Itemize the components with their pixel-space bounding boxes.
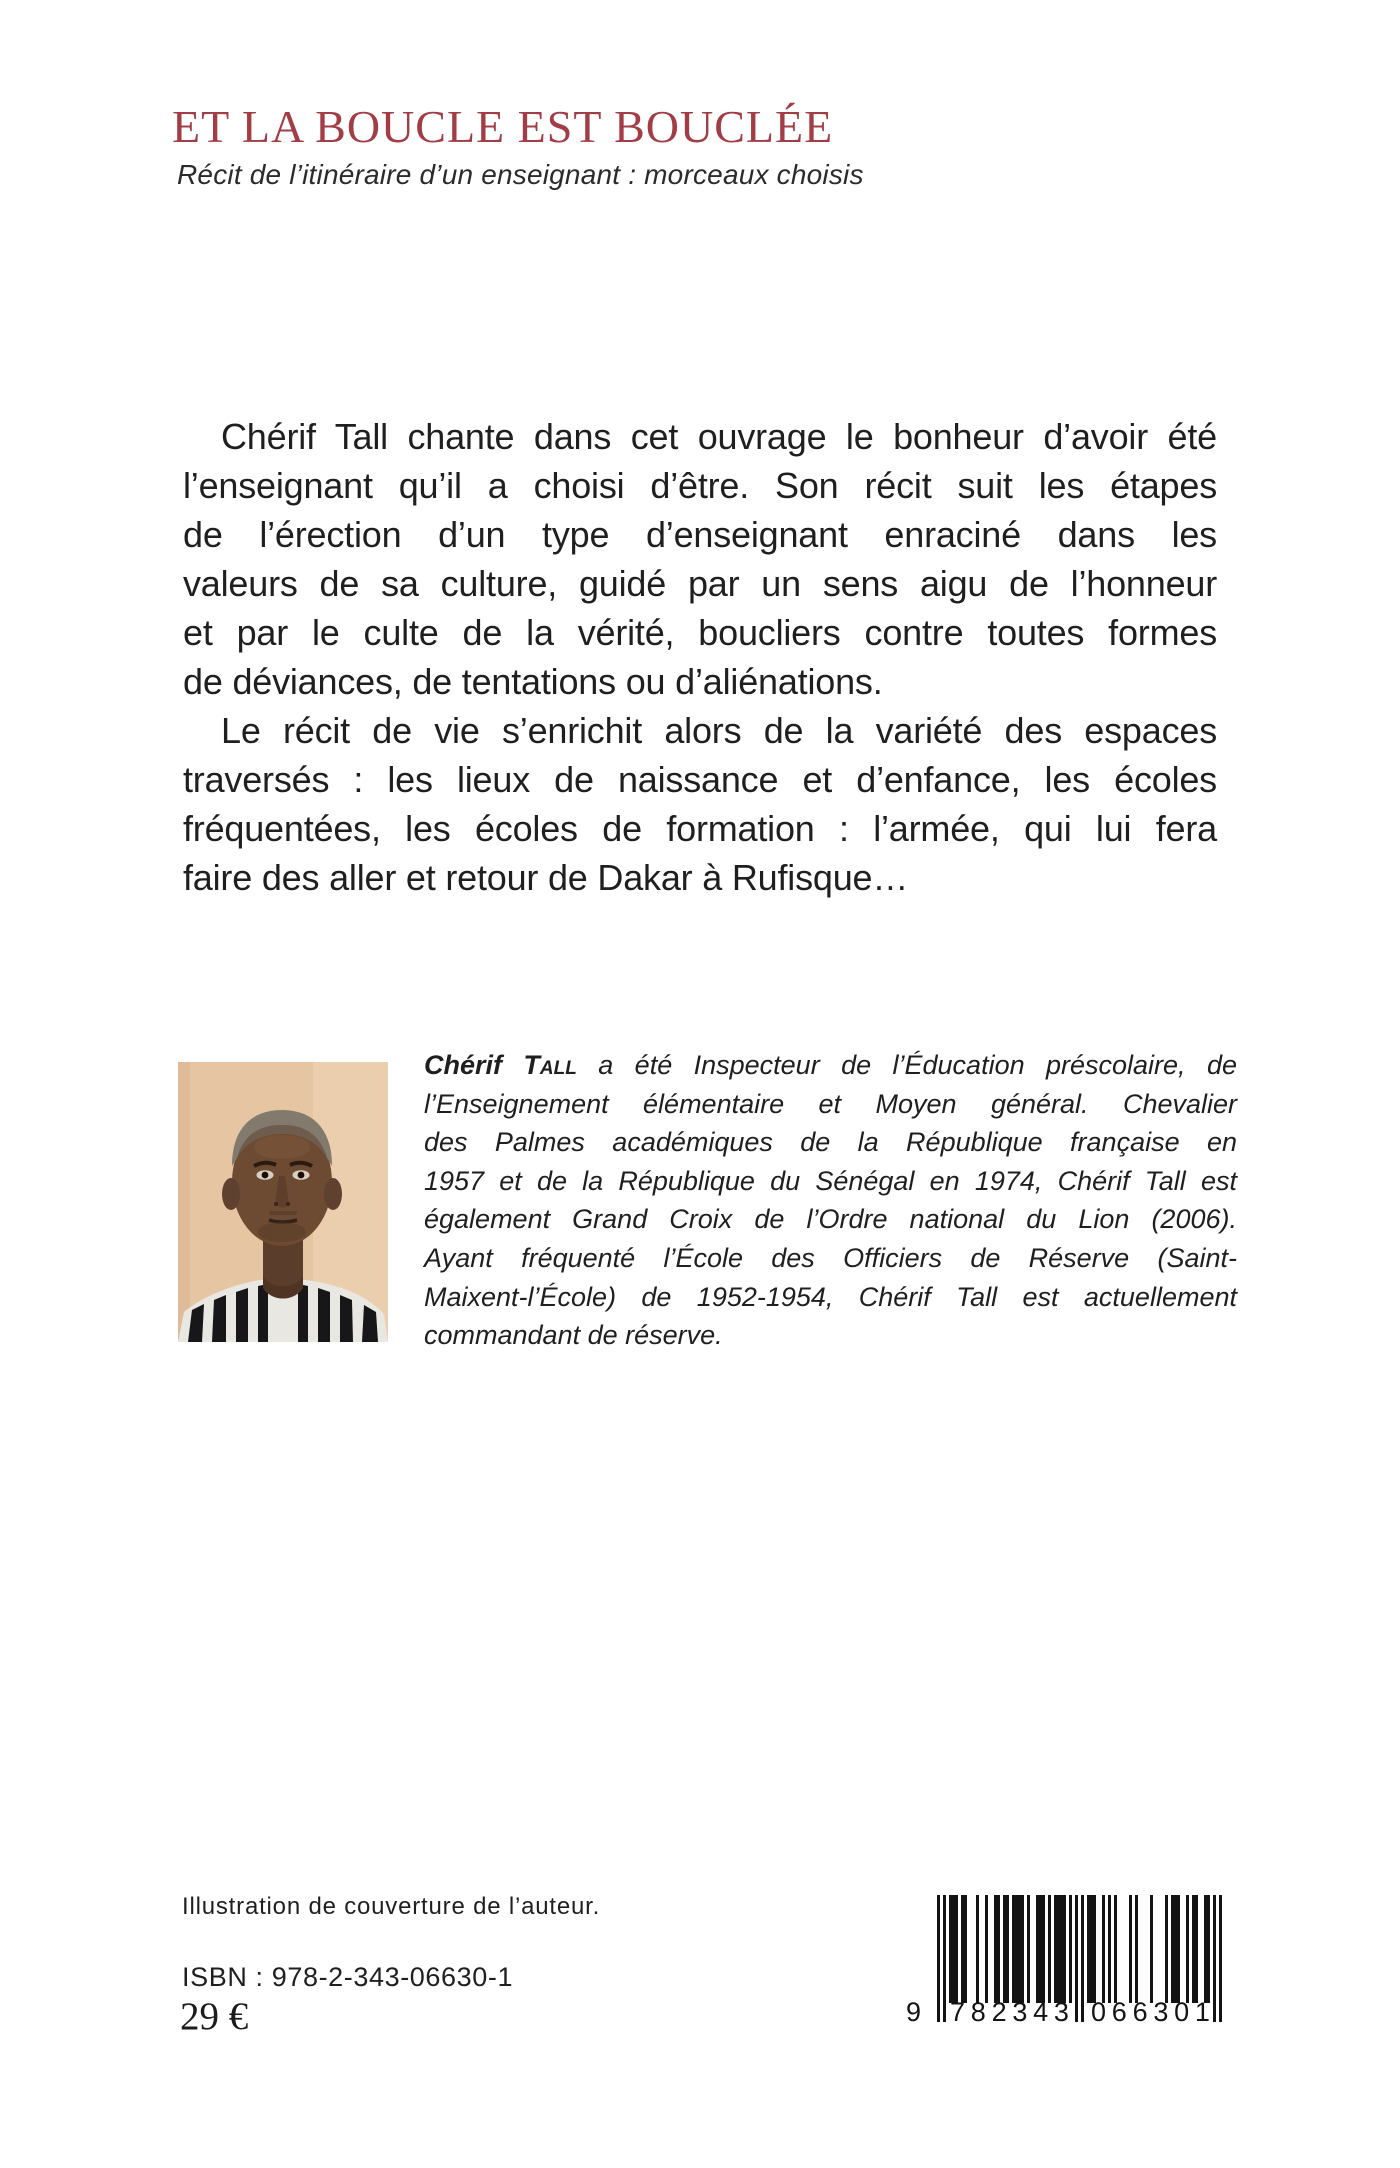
barcode-bar [976,1895,979,2003]
barcode-bar [1186,1895,1189,2003]
barcode-bar [1075,1895,1078,2022]
text-line: de déviances, de tentations ou d’aliénations. [183,661,883,702]
barcode-digit: 3 [1012,1997,1028,2027]
barcode-bar [1171,1895,1180,2003]
synopsis-paragraph-2 [183,706,1217,902]
barcode-bar [1150,1895,1153,2003]
barcode-digit: 3 [1053,1997,1069,2027]
barcode-bar [1204,1895,1210,2003]
text-line: également Grand Croix de l’Ordre national du Lion (2006). [424,1204,1237,1235]
author-surname: Tall [523,1050,577,1080]
bio-first-line [424,1046,1237,1085]
barcode-bar [1012,1895,1024,2003]
text-line: Chérif Tall chante dans cet ouvrage le bonheur d’avoir été [221,416,1217,457]
author-photo [178,1062,388,1342]
text-line: fréquentées, les écoles de formation : l’armée, qui lui fera [183,808,1217,849]
barcode-digit: 3 [1153,1997,1169,2027]
barcode-bar [949,1895,958,2003]
author-first-name: Chérif [424,1050,524,1080]
text-line: Maixent-l’École) de 1952-1954, Chérif Tall est actuellement [424,1281,1237,1312]
price: 29 € [180,1995,249,2038]
barcode-digit-first: 9 [906,1997,922,2027]
bio-first-line-text: a été Inspecteur de l’Éducation préscolaire, de [576,1050,1237,1080]
barcode-digit: 2 [991,1997,1007,2027]
book-title: ET LA BOUCLE EST BOUCLÉE [172,101,834,152]
ean13-barcode [906,1895,1223,2032]
barcode-bar [1003,1895,1009,2003]
synopsis [183,412,1217,902]
barcode-bar [1129,1895,1132,2003]
barcode-bar [1165,1895,1168,2003]
barcode-bar [1054,1895,1066,2003]
barcode-bar [1219,1895,1222,2022]
text-line: l’enseignant qu’il a choisi d’être. Son récit suit les étapes [183,465,1217,506]
barcode-digit: 0 [1174,1997,1190,2027]
barcode-bar [1036,1895,1045,2003]
barcode-digit: 8 [970,1997,986,2027]
barcode-digit: 4 [1033,1997,1049,2027]
barcode-digits-right [1091,1997,1210,2027]
barcode-bar [994,1895,1000,2003]
barcode-bar [1192,1895,1198,2003]
barcode-digit: 0 [1091,1997,1107,2027]
text-line: faire des aller et retour de Dakar à Rufisque… [183,857,909,898]
barcode-bar [943,1895,946,2022]
barcode-digit: 7 [950,1997,966,2027]
barcode-bar [937,1895,940,2022]
barcode-bar [1108,1895,1111,2003]
text-line: valeurs de sa culture, guidé par un sens aigu de l’honneur [183,563,1217,604]
barcode-digit: 1 [1194,1997,1210,2027]
barcode-bar [1069,1895,1072,2003]
barcode-bar [961,1895,967,2003]
author-bio [424,1046,1237,1355]
barcode-bar [1114,1895,1117,2003]
bio-lines [424,1085,1237,1355]
barcode-bar [1087,1895,1096,2003]
barcode-bar [1102,1895,1105,2003]
barcode-bar [985,1895,988,2003]
text-line: commandant de réserve. [424,1320,723,1351]
barcode-digit: 6 [1132,1997,1148,2027]
barcode-bar [1213,1895,1216,2022]
text-line: des Palmes académiques de la République française en [424,1127,1237,1158]
cover-illustration-credit: Illustration de couverture de l’auteur. [182,1893,601,1920]
text-line: Le récit de vie s’enrichit alors de la variété des espaces [221,710,1217,751]
book-subtitle: Récit de l’itinéraire d’un enseignant : morceaux choisis [177,159,864,190]
author-portrait-illustration [178,1062,388,1342]
text-line: Ayant fréquenté l’École des Officiers de Réserve (Saint- [424,1242,1237,1273]
barcode-bar [1048,1895,1051,2003]
barcode-bar [1027,1895,1030,2003]
synopsis-paragraph-1 [183,412,1217,706]
barcode-digit: 6 [1111,1997,1127,2027]
text-line: traversés : les lieux de naissance et d’enfance, les écoles [183,759,1217,800]
text-line: et par le culte de la vérité, boucliers contre toutes formes [183,612,1217,653]
barcode-bar [1135,1895,1138,2003]
barcode-digits-left [950,1997,1069,2027]
text-line: 1957 et de la République du Sénégal en 1974, Chérif Tall est [424,1165,1237,1196]
isbn-number: ISBN : 978-2-343-06630-1 [182,1962,514,1992]
text-line: l’Enseignement élémentaire et Moyen général. Chevalier [424,1088,1237,1119]
text-line: de l’érection d’un type d’enseignant enraciné dans les [183,514,1217,555]
barcode-bar [1081,1895,1084,2022]
